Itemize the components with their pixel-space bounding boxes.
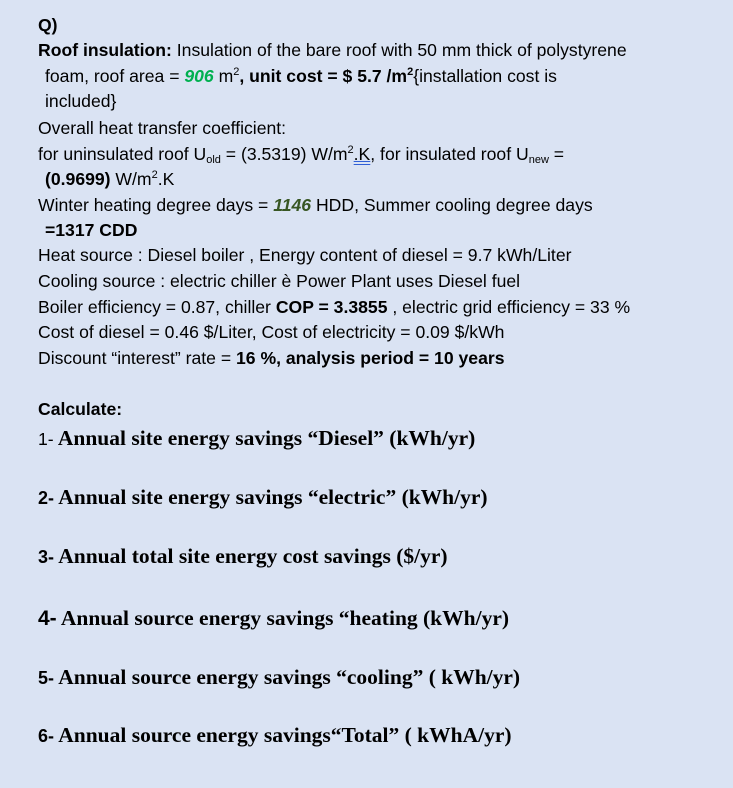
u-new-subscript: new xyxy=(528,154,549,166)
unit-cost: , unit cost = $ 5.7 /m xyxy=(239,66,408,86)
roof-area-exponent: 2 xyxy=(233,66,240,78)
roof-area-value: 906 xyxy=(184,66,214,86)
u-new-prefix: , for insulated roof U xyxy=(370,144,529,164)
calc-item-3 xyxy=(38,543,448,570)
calc-item-text: Annual source energy savings “heating (kWh/yr) xyxy=(56,606,510,630)
cost-line: Cost of diesel = 0.46 $/Liter, Cost of electricity = 0.09 $/kWh xyxy=(38,322,505,342)
calc-item-number: 2- xyxy=(38,488,55,508)
calc-item-5 xyxy=(38,664,520,691)
calc-item-number: 1- xyxy=(38,429,54,449)
u-new-line xyxy=(45,168,174,190)
calc-item-text: Annual site energy savings “electric” (kWh/yr) xyxy=(54,485,488,509)
install-note-2: included} xyxy=(45,91,117,111)
calc-item-text: Annual source energy savings “cooling” ( kWh/yr) xyxy=(54,665,521,689)
u-old-prefix: for uninsulated roof U xyxy=(38,144,207,164)
calc-item-text: Annual source energy savings“Total” ( kWhA/yr) xyxy=(54,723,512,747)
hdd-suffix: HDD, Summer cooling degree days xyxy=(311,195,593,215)
u-values-line xyxy=(38,143,564,165)
u-old-subscript: old xyxy=(206,154,221,166)
roof-insulation-label: Roof insulation: xyxy=(38,40,172,60)
u-new-k: .K xyxy=(157,169,175,189)
calc-item-1 xyxy=(38,425,475,452)
roof-insulation-text: Insulation of the bare roof with 50 mm thick of polystyrene xyxy=(171,40,627,60)
u-old-k: .K xyxy=(353,144,371,164)
cooling-source-line: Cooling source : electric chiller è Power Plant uses Diesel fuel xyxy=(38,271,521,291)
calc-item-number: 5- xyxy=(38,668,55,688)
calc-item-number: 6- xyxy=(38,726,55,746)
roof-area-line xyxy=(45,65,557,87)
discount-line xyxy=(38,347,504,369)
u-values-label: Overall heat transfer coefficient: xyxy=(38,118,287,138)
efficiency-line xyxy=(38,296,630,318)
unit-cost-exponent: 2 xyxy=(407,66,414,78)
hdd-line xyxy=(38,194,593,216)
u-new-unit: W/m xyxy=(110,169,152,189)
efficiency-prefix: Boiler efficiency = 0.87, chiller xyxy=(38,297,276,317)
heat-source-line: Heat source : Diesel boiler , Energy content of diesel = 9.7 kWh/Liter xyxy=(38,245,572,265)
discount-prefix: Discount “interest” rate = xyxy=(38,348,237,368)
u-new-value: (0.9699) xyxy=(45,169,111,189)
calc-item-number: 3- xyxy=(38,547,55,567)
hdd-value: 1146 xyxy=(273,195,312,215)
u-old-value: = (3.5319) W/m xyxy=(220,144,348,164)
cdd-value: =1317 CDD xyxy=(45,220,138,240)
calc-item-text: Annual total site energy cost savings ($/yr) xyxy=(54,544,448,568)
calc-item-text: Annual site energy savings “Diesel” (kWh/yr) xyxy=(53,426,476,450)
efficiency-suffix: , electric grid efficiency = 33 % xyxy=(387,297,631,317)
u-new-exponent: 2 xyxy=(151,169,158,181)
roof-area-prefix: foam, roof area = xyxy=(45,66,185,86)
u-new-eq: = xyxy=(548,144,565,164)
calc-item-number: 4- xyxy=(38,607,57,630)
roof-area-unit: m xyxy=(213,66,234,86)
u-old-exponent: 2 xyxy=(347,144,354,156)
calculate-label: Calculate: xyxy=(38,399,123,419)
calc-item-2 xyxy=(38,484,488,511)
install-note-1: {installation cost is xyxy=(413,66,557,86)
chiller-cop: COP = 3.3855 xyxy=(275,297,388,317)
roof-insulation-line xyxy=(38,39,627,61)
calc-item-4 xyxy=(38,605,509,632)
hdd-prefix: Winter heating degree days = xyxy=(38,195,274,215)
calc-item-6 xyxy=(38,722,512,749)
question-label: Q) xyxy=(38,15,58,35)
discount-value: 16 %, analysis period = 10 years xyxy=(236,348,505,368)
